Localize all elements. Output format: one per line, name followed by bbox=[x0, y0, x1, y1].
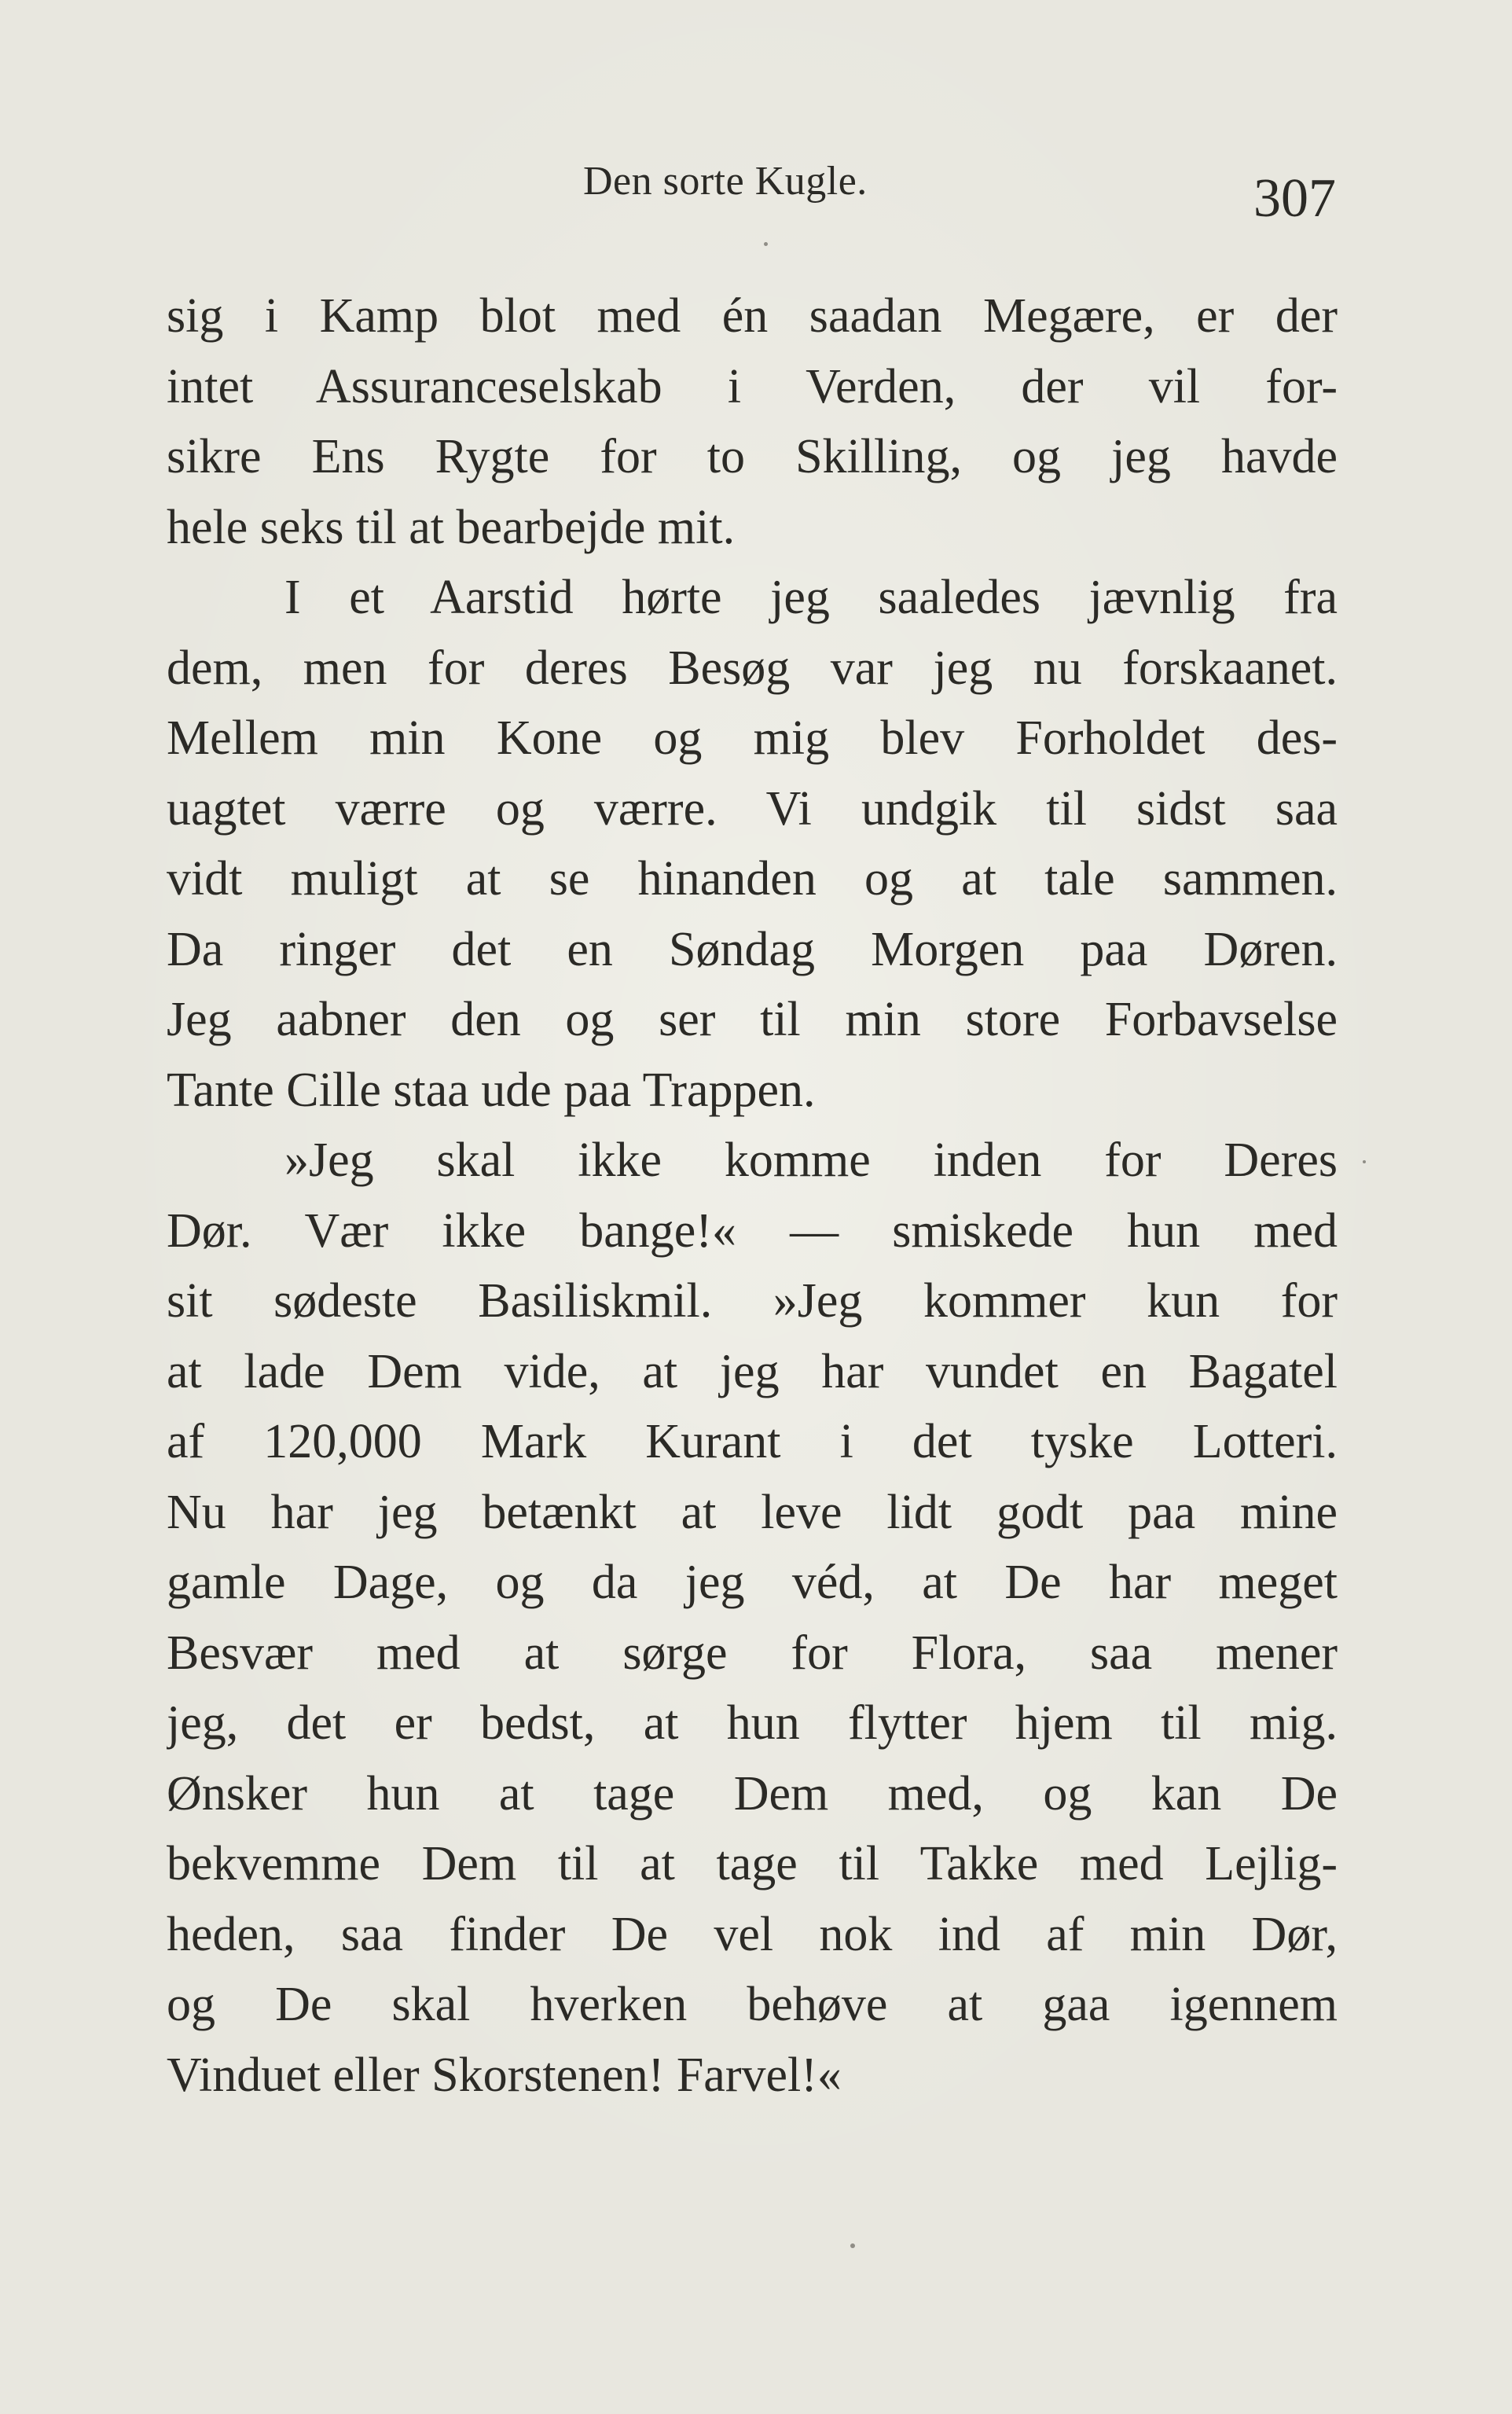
text-line: Tante Cille staa ude paa Trappen. bbox=[167, 1063, 816, 1117]
text-line: bekvemme Dem til at tage til Takke med Lejlig- bbox=[167, 1837, 1338, 1890]
text-line: heden, saa finder De vel nok ind af min Dør, bbox=[167, 1907, 1338, 1961]
text-line: intet Assuranceselskab i Verden, der vil for- bbox=[167, 359, 1338, 413]
running-title: Den sorte Kugle. bbox=[583, 159, 868, 204]
text-line: Nu har jeg betænkt at leve lidt godt paa mine bbox=[167, 1485, 1338, 1539]
text-line: af 120,000 Mark Kurant i det tyske Lotteri. bbox=[167, 1415, 1338, 1468]
body-text bbox=[167, 281, 1338, 2111]
text-line: hele seks til at bearbejde mit. bbox=[167, 500, 736, 554]
text-line: Vinduet eller Skorstenen! Farvel!« bbox=[167, 2048, 842, 2102]
text-line: Jeg aabner den og ser til min store Forbavselse bbox=[167, 993, 1338, 1046]
text-line: sig i Kamp blot med én saadan Megære, er der bbox=[167, 289, 1338, 343]
text-line: og De skal hverken behøve at gaa igennem bbox=[167, 1978, 1338, 2031]
text-line: jeg, det er bedst, at hun flytter hjem til mig. bbox=[167, 1696, 1338, 1750]
text-line: dem, men for deres Besøg var jeg nu forskaanet. bbox=[167, 641, 1338, 695]
text-line: gamle Dage, og da jeg véd, at De har meget bbox=[167, 1556, 1338, 1609]
paper-speck bbox=[764, 242, 768, 246]
text-line: Da ringer det en Søndag Morgen paa Døren. bbox=[167, 922, 1338, 976]
text-line: Dør. Vær ikke bange!« — smiskede hun med bbox=[167, 1203, 1338, 1258]
text-line: sit sødeste Basiliskmil. »Jeg kommer kun for bbox=[167, 1274, 1338, 1328]
text-line: sikre Ens Rygte for to Skilling, og jeg havde bbox=[167, 430, 1338, 483]
text-line: »Jeg skal ikke komme inden for Deres bbox=[284, 1134, 1338, 1187]
text-line: I et Aarstid hørte jeg saaledes jævnlig fra bbox=[284, 571, 1338, 624]
text-line: Ønsker hun at tage Dem med, og kan De bbox=[167, 1766, 1338, 1821]
text-line: vidt muligt at se hinanden og at tale sammen. bbox=[167, 852, 1338, 906]
paper-speck bbox=[850, 2243, 855, 2248]
text-line: Mellem min Kone og mig blev Forholdet des- bbox=[167, 711, 1338, 765]
text-line: at lade Dem vide, at jeg har vundet en Bagatel bbox=[167, 1344, 1338, 1398]
text-line: uagtet værre og værre. Vi undgik til sidst saa bbox=[167, 781, 1338, 836]
paper-speck bbox=[1363, 1160, 1366, 1163]
page-number: 307 bbox=[1253, 168, 1336, 229]
text-line: Besvær med at sørge for Flora, saa mener bbox=[167, 1626, 1338, 1680]
